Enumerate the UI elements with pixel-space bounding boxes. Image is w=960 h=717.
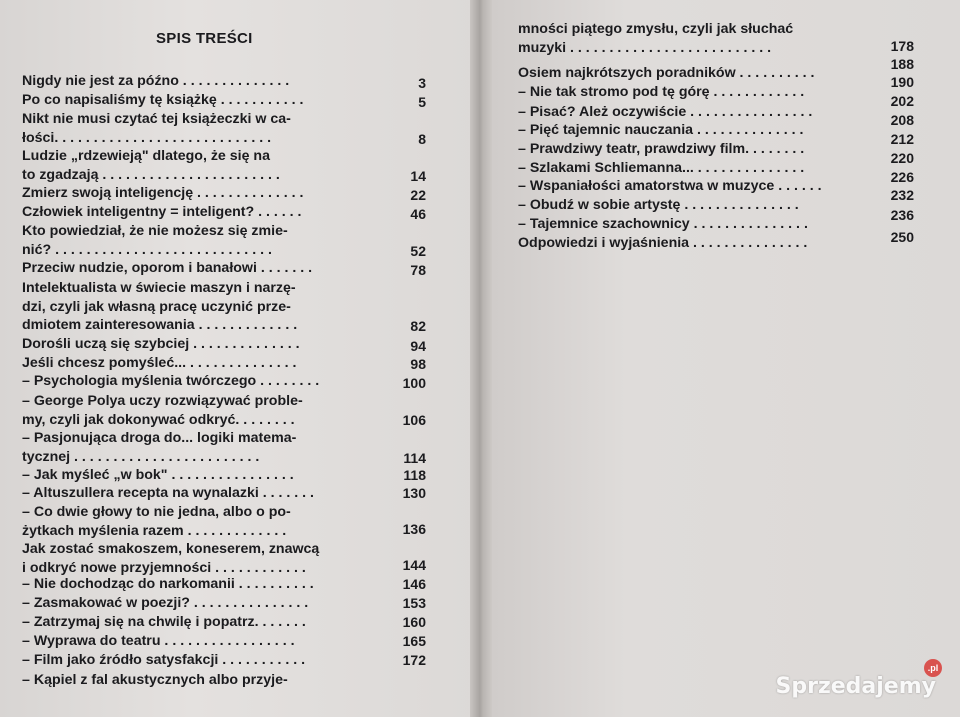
toc-page-number: 106 bbox=[402, 412, 426, 428]
toc-entry-line: – Wspaniałości amatorstwa w muzyce . . . . . . bbox=[518, 178, 822, 194]
toc-entry-line: – Altuszullera recepta na wynalazki . . . . . . . bbox=[22, 485, 315, 501]
toc-entry-line: my, czyli jak dokonywać odkryć. . . . . . . . bbox=[22, 411, 295, 428]
toc-entry bbox=[22, 259, 378, 278]
toc-entry-line: Odpowiedzi i wyjaśnienia . . . . . . . . . . . . . . . bbox=[518, 235, 808, 251]
toc-page-number: 153 bbox=[402, 595, 426, 611]
toc-page-number: 98 bbox=[410, 356, 426, 372]
toc-entry-line: – Kąpiel z fal akustycznych albo przyje- bbox=[22, 672, 288, 688]
toc-entry bbox=[518, 64, 864, 83]
toc-entry bbox=[518, 177, 864, 196]
toc-entry-line: – Film jako źródło satysfakcji . . . . . . . . . . . bbox=[22, 652, 306, 668]
toc-entry bbox=[22, 147, 378, 184]
toc-entry-line: – Zasmakować w poezji? . . . . . . . . . . . . . . . bbox=[22, 595, 309, 611]
toc-entry bbox=[22, 429, 378, 466]
toc-entry bbox=[22, 354, 378, 373]
toc-entry bbox=[22, 335, 378, 354]
toc-entry-line: tycznej . . . . . . . . . . . . . . . . . . . . . . . . bbox=[22, 448, 260, 465]
toc-entry-line: łości. . . . . . . . . . . . . . . . . . . . . . . . . . . . bbox=[22, 129, 272, 146]
toc-entry-line: – Obudź w sobie artystę . . . . . . . . . . . . . . . bbox=[518, 197, 799, 213]
toc-entry-line: Ludzie „rdzewieją" dlatego, że się na bbox=[22, 148, 270, 164]
toc-entry bbox=[518, 20, 864, 57]
toc-entry-line: – Nie dochodząc do narkomanii . . . . . . . . . . bbox=[22, 576, 314, 592]
toc-entry bbox=[22, 184, 378, 203]
toc-entry-line: Po co napisaliśmy tę książkę . . . . . . . . . . . bbox=[22, 92, 304, 108]
toc-entry-line: muzyki . . . . . . . . . . . . . . . . . . . . . . . . . . bbox=[518, 39, 772, 56]
toc-page-number: 165 bbox=[402, 633, 426, 649]
toc-page-number: 3 bbox=[418, 75, 426, 91]
toc-entry bbox=[22, 466, 378, 485]
toc-entry bbox=[518, 103, 864, 122]
toc-entry bbox=[22, 503, 378, 540]
toc-entry-line: – Wyprawa do teatru . . . . . . . . . . . . . . . . . bbox=[22, 633, 295, 649]
toc-entry bbox=[518, 121, 864, 140]
toc-entry-line: to zgadzają . . . . . . . . . . . . . . . . . . . . . . . bbox=[22, 166, 280, 183]
toc-entry-line: mności piątego zmysłu, czyli jak słuchać bbox=[518, 21, 794, 37]
toc-page-number: 250 bbox=[890, 229, 914, 245]
toc-page-number: 78 bbox=[410, 262, 426, 278]
toc-title: SPIS TREŚCI bbox=[156, 30, 253, 47]
toc-entry bbox=[22, 91, 378, 110]
toc-entry-line: – Zatrzymaj się na chwilę i popatrz. . . . . . . bbox=[22, 614, 306, 630]
toc-page-number: 172 bbox=[402, 652, 426, 668]
toc-page-number: 146 bbox=[402, 576, 426, 592]
toc-entry-line: żytkach myślenia razem . . . . . . . . . . . . . bbox=[22, 522, 287, 539]
toc-page-number: 212 bbox=[890, 131, 914, 147]
toc-page-number: 82 bbox=[410, 318, 426, 334]
toc-page-number: 232 bbox=[890, 187, 914, 203]
toc-entry bbox=[22, 613, 378, 632]
toc-page-number: 190 bbox=[890, 74, 914, 90]
toc-entry bbox=[22, 651, 378, 670]
toc-page-number: 226 bbox=[890, 169, 914, 185]
toc-page-number: 136 bbox=[402, 521, 426, 537]
toc-entry bbox=[22, 110, 378, 147]
toc-entry bbox=[518, 215, 864, 234]
toc-entry-line: – Tajemnice szachownicy . . . . . . . . . . . . . . . bbox=[518, 216, 808, 232]
toc-entry-line: – Prawdziwy teatr, prawdziwy film. . . . . . . . bbox=[518, 141, 805, 157]
toc-entry-line: – Psychologia myślenia twórczego . . . . . . . . bbox=[22, 373, 320, 389]
toc-page-number: 5 bbox=[418, 94, 426, 110]
toc-entry bbox=[518, 196, 864, 215]
toc-entry bbox=[22, 392, 378, 429]
toc-page-number: 114 bbox=[403, 450, 426, 466]
toc-page-number: 52 bbox=[410, 243, 426, 259]
toc-page-number: 100 bbox=[402, 375, 426, 391]
toc-entry bbox=[518, 140, 864, 159]
toc-entry bbox=[22, 222, 378, 259]
toc-page-number: 208 bbox=[890, 112, 914, 128]
toc-entry-line: Jeśli chcesz pomyśleć... . . . . . . . . . . . . . . bbox=[22, 355, 297, 371]
toc-entry bbox=[22, 594, 378, 613]
toc-entry-line: Człowiek inteligentny = inteligent? . . . . . . bbox=[22, 204, 302, 220]
toc-entry-line: Osiem najkrótszych poradników . . . . . . . . . . bbox=[518, 65, 815, 81]
toc-page-number: 188 bbox=[890, 56, 914, 72]
book-gutter bbox=[470, 0, 492, 717]
toc-entry-line: dmiotem zainteresowania . . . . . . . . . . . . . bbox=[22, 317, 298, 333]
toc-entry bbox=[22, 279, 378, 335]
watermark-logo: Sprzedajemy bbox=[775, 674, 936, 699]
toc-entry-line: Intelektualista w świecie maszyn i narzę- bbox=[22, 280, 296, 296]
toc-entry-line: Jak zostać smakoszem, koneserem, znawcą bbox=[22, 541, 320, 557]
toc-entry bbox=[22, 632, 378, 651]
toc-page-number: 8 bbox=[418, 131, 426, 147]
toc-entry-line: – Pięć tajemnic nauczania . . . . . . . . . . . . . . bbox=[518, 122, 804, 138]
toc-entry-line: Zmierz swoją inteligencję . . . . . . . . . . . . . . bbox=[22, 185, 304, 201]
toc-page-number: 220 bbox=[890, 150, 914, 166]
toc-entry bbox=[22, 372, 378, 391]
toc-entry-line: nić? . . . . . . . . . . . . . . . . . . . . . . . . . . . . bbox=[22, 241, 272, 258]
toc-entry bbox=[22, 72, 378, 91]
toc-page-number: 14 bbox=[410, 168, 426, 184]
toc-entry-line: – Pisać? Ależ oczywiście . . . . . . . . . . . . . . . . bbox=[518, 104, 813, 120]
toc-entry-line: – Jak myśleć „w bok" . . . . . . . . . . . . . . . . bbox=[22, 467, 294, 483]
toc-page-number: 236 bbox=[890, 207, 914, 223]
toc-entry-line: Kto powiedział, że nie możesz się zmie- bbox=[22, 223, 288, 239]
toc-page-number: 202 bbox=[890, 93, 914, 109]
toc-entry-line: – Pasjonująca droga do... logiki matema- bbox=[22, 430, 297, 446]
toc-entry-line: – Nie tak stromo pod tę górę . . . . . . . . . . . . bbox=[518, 84, 805, 100]
toc-entry bbox=[22, 671, 378, 690]
toc-entry bbox=[22, 484, 378, 503]
toc-entry bbox=[518, 83, 864, 102]
toc-entry bbox=[22, 203, 378, 222]
toc-page-number: 144 bbox=[402, 557, 426, 573]
toc-entry-line: – Szlakami Schliemanna... . . . . . . . . . . . . . . bbox=[518, 160, 805, 176]
toc-entry-line: Przeciw nudzie, oporom i banałowi . . . . . . . bbox=[22, 260, 313, 276]
toc-entry-line: i odkryć nowe przyjemności . . . . . . . . . . . . bbox=[22, 559, 306, 576]
toc-page-number: 22 bbox=[410, 187, 426, 203]
toc-page-number: 130 bbox=[402, 485, 426, 501]
toc-entry-line: Nigdy nie jest za późno . . . . . . . . . . . . . . bbox=[22, 73, 290, 89]
toc-page-number: 46 bbox=[410, 206, 426, 222]
toc-entry bbox=[518, 234, 864, 253]
toc-page-number: 118 bbox=[403, 467, 426, 483]
toc-page-number: 160 bbox=[402, 614, 426, 630]
toc-entry-line: – Co dwie głowy to nie jedna, albo o po- bbox=[22, 504, 291, 520]
watermark-badge: .pl bbox=[924, 659, 942, 677]
toc-entry-line: dzi, czyli jak własną pracę uczynić prze- bbox=[22, 298, 291, 315]
toc-page-number: 94 bbox=[410, 338, 426, 354]
toc-entry bbox=[22, 540, 378, 577]
toc-entry-line: Nikt nie musi czytać tej książeczki w ca- bbox=[22, 111, 291, 127]
toc-entry bbox=[518, 159, 864, 178]
toc-entry bbox=[22, 575, 378, 594]
toc-entry-line: Dorośli uczą się szybciej . . . . . . . . . . . . . . bbox=[22, 336, 300, 352]
toc-entry-line: – George Polya uczy rozwiązywać proble- bbox=[22, 393, 303, 409]
toc-page-number: 178 bbox=[890, 38, 914, 54]
